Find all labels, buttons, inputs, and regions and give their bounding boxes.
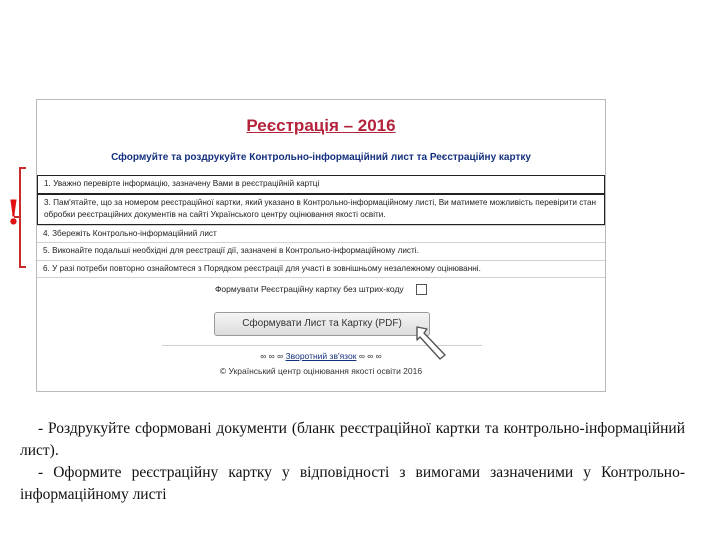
step-item: 5. Виконайте подальші необхідні для реєстрації дії, зазначені в Контрольно-інформаційному листі. bbox=[37, 242, 605, 260]
caption-line-2: - Оформите реєстраційну картку у відповідності з вимогами зазначеними у Контрольно-інформаційному листі bbox=[20, 464, 685, 503]
step-item: 3. Пам'ятайте, що за номером реєстраційної картки, який указано в Контрольно-інформаційному листі, Ви матимете можливість перевірити стан обробки реєстраційних документів на сайті Українського центру оцінювання якості освіти. bbox=[37, 194, 605, 225]
feedback-link[interactable]: Зворотний зв'язок bbox=[285, 351, 357, 361]
exclamation-icon: ! bbox=[6, 193, 21, 233]
instruction-text bbox=[20, 418, 685, 506]
caption-line-1: - Роздрукуйте сформовані документи (бланк реєстраційної картки та контрольно-інформаційний лист). bbox=[20, 420, 685, 459]
barcode-checkbox-label: Формувати Реєстраційну картку без штрих-коду bbox=[214, 284, 404, 294]
copyright-text: © Український центр оцінювання якості освіти 2016 bbox=[219, 366, 423, 376]
feedback-row bbox=[37, 351, 605, 361]
steps-list bbox=[37, 175, 605, 278]
generate-pdf-button[interactable]: Сформувати Лист та Картку (PDF) bbox=[214, 312, 430, 336]
step-item: 1. Уважно перевірте інформацію, зазначену Вами в реєстраційній картці bbox=[37, 175, 605, 194]
feedback-decor-right: ∞ ∞ ∞ bbox=[358, 351, 382, 361]
page-title: Реєстрація – 2016 bbox=[246, 116, 396, 135]
registration-screenshot bbox=[36, 99, 606, 392]
arrow-cursor-icon bbox=[415, 325, 460, 365]
step-item: 6. У разі потреби повторно ознайомтеся з Порядком реєстрації для участі в зовнішньому незалежному оцінюванні. bbox=[37, 260, 605, 279]
step-item: 4. Збережіть Контрольно-інформаційний лист bbox=[37, 225, 605, 243]
barcode-checkbox[interactable] bbox=[416, 284, 427, 295]
page-subtitle: Сформуйте та роздрукуйте Контрольно-інформаційний лист та Реєстраційну картку bbox=[111, 152, 531, 163]
barcode-option bbox=[37, 284, 605, 295]
feedback-decor-left: ∞ ∞ ∞ bbox=[260, 351, 284, 361]
